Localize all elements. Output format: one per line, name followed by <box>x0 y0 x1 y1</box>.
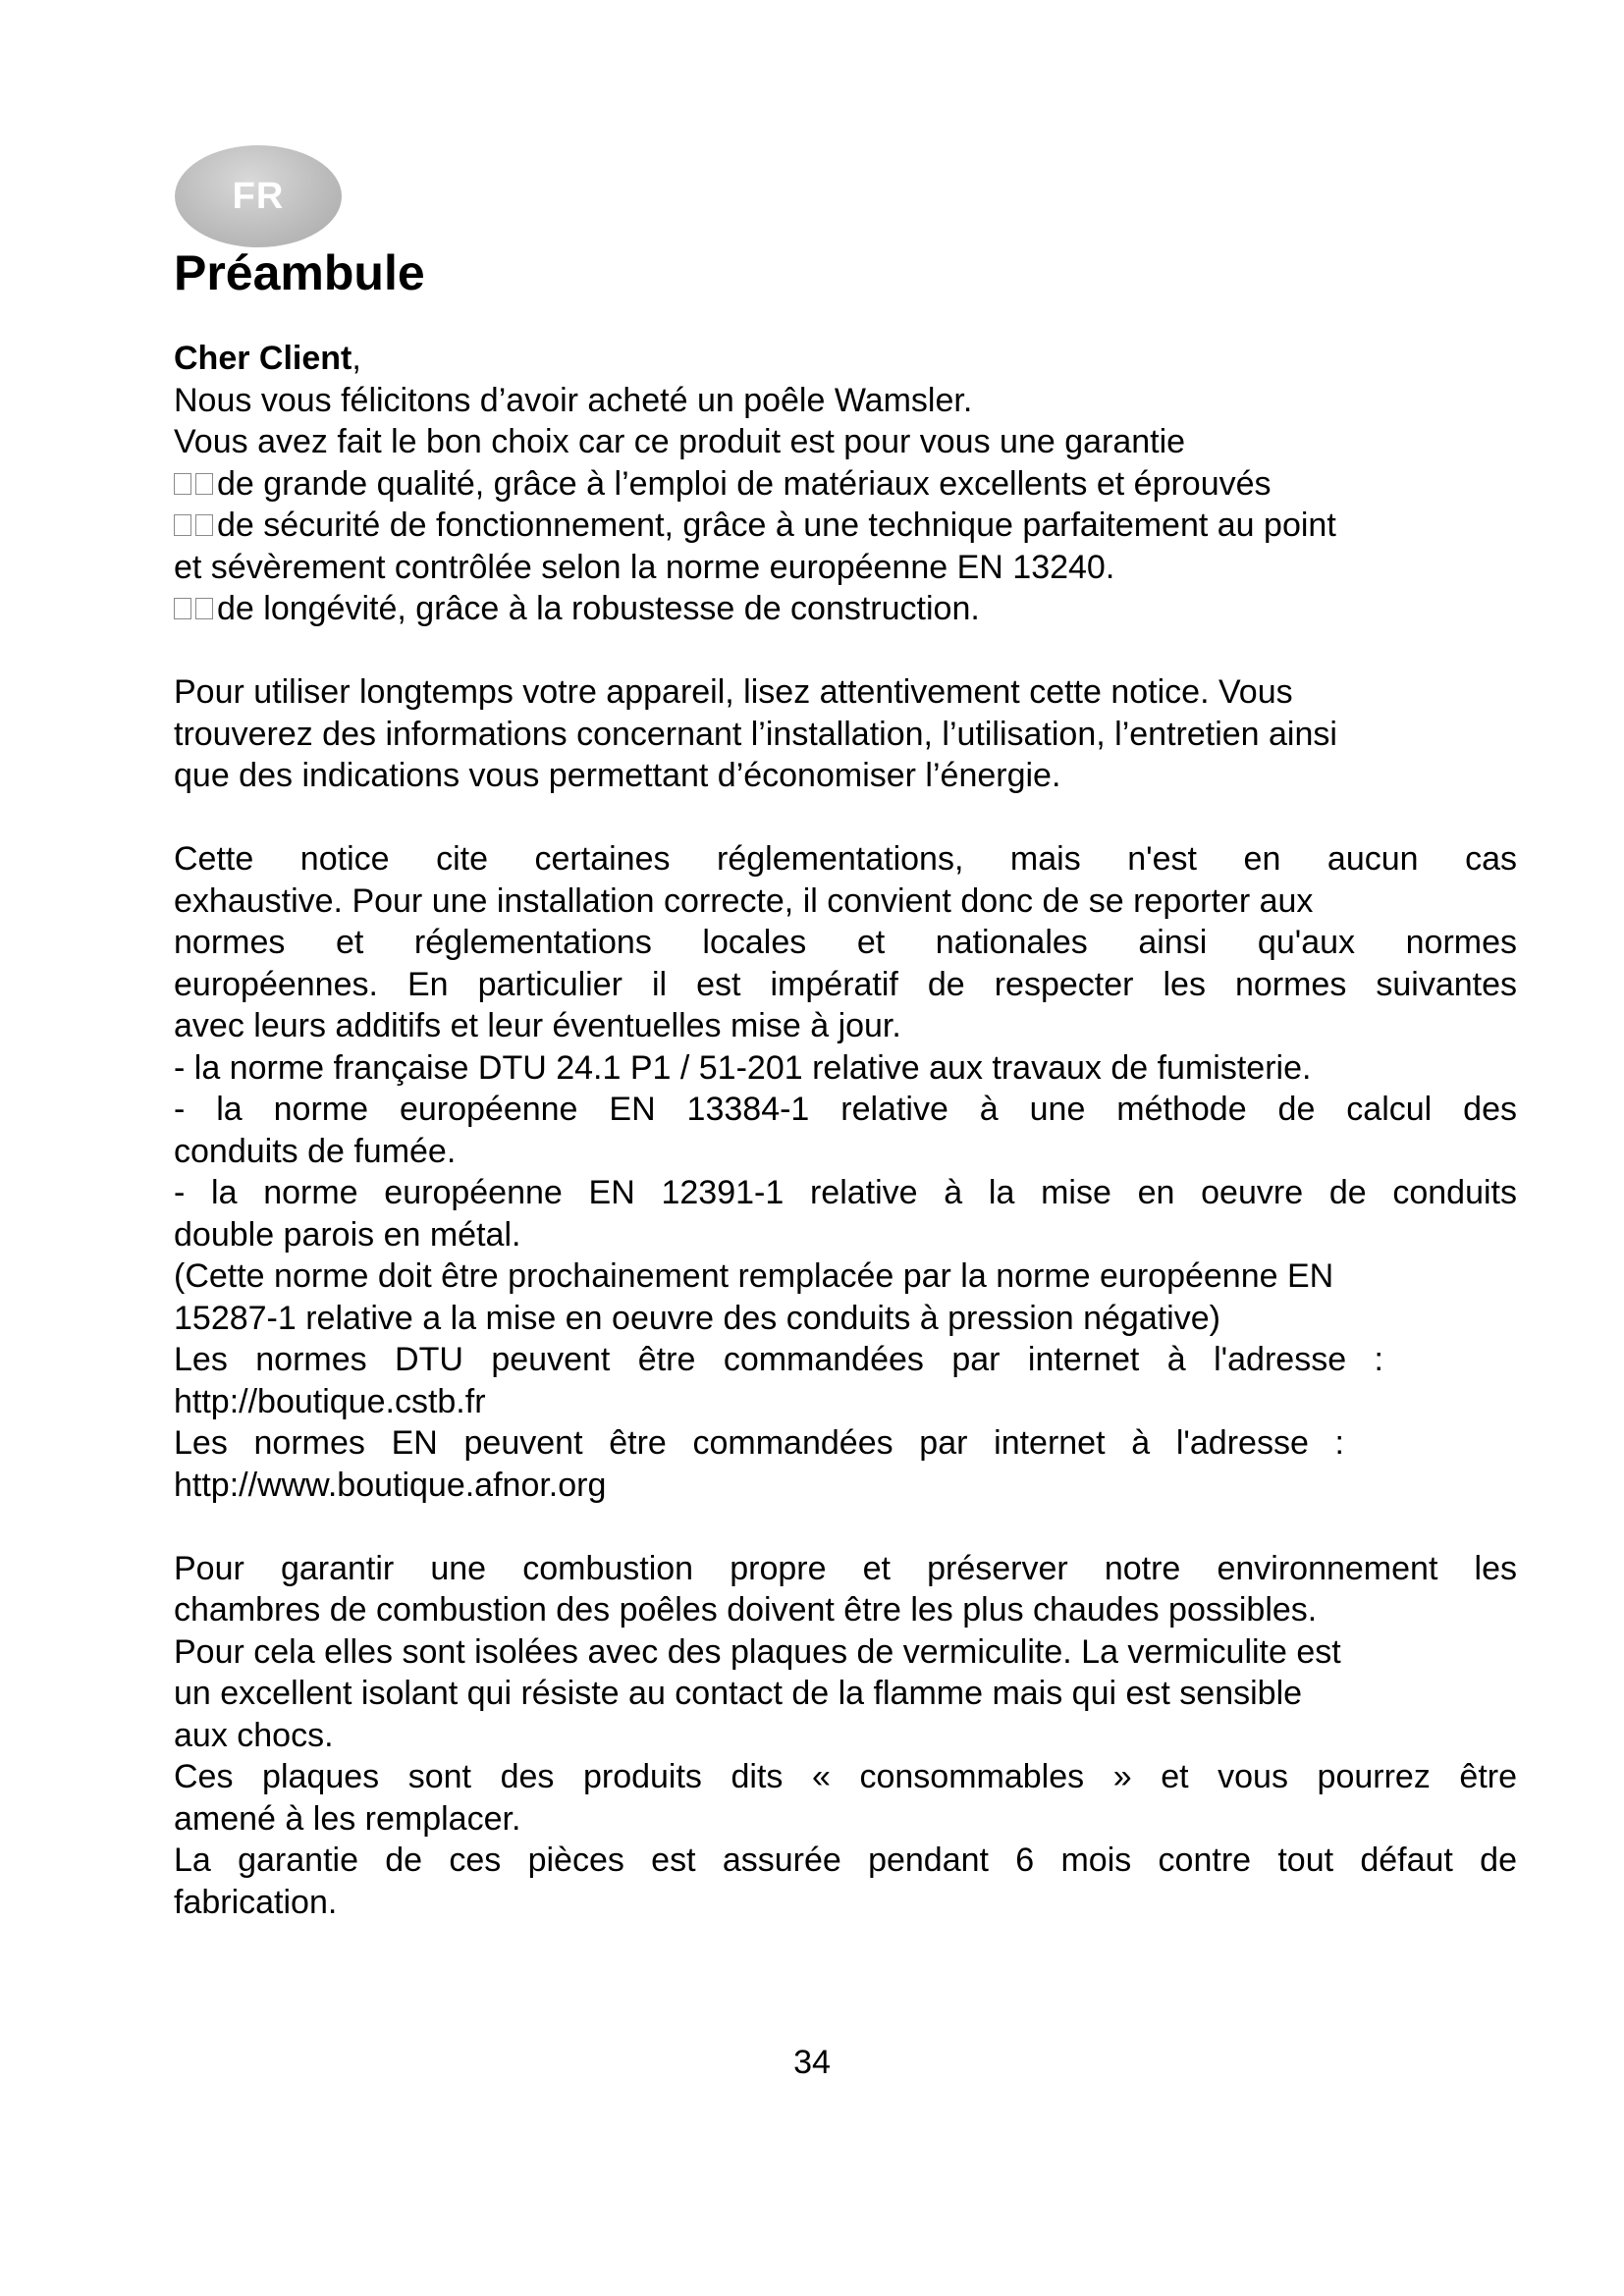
greeting-comma: , <box>352 340 361 377</box>
norms-line: Les normes EN peuvent être commandées par internet à l'adresse : <box>174 1424 1344 1462</box>
combustion-line: aux chocs. <box>174 1716 334 1754</box>
combustion-line: chambres de combustion des poêles doivent être les plus chaudes possibles. <box>174 1591 1318 1629</box>
bullet-text: de longévité, grâce à la robustesse de construction. <box>217 590 980 627</box>
norms-line: - la norme européenne EN 13384-1 relative à une méthode de calcul des <box>174 1091 1517 1128</box>
bullet-glyph-icon <box>174 588 213 630</box>
norms-url: http://www.boutique.afnor.org <box>174 1466 607 1504</box>
language-badge <box>175 145 342 247</box>
norms-line: - la norme européenne EN 12391-1 relative à la mise en oeuvre de conduits <box>174 1174 1517 1211</box>
page-title: Préambule <box>174 245 425 300</box>
bullet-text: de sécurité de fonctionnement, grâce à une technique parfaitement au point <box>217 507 1336 544</box>
bullet-glyph-icon <box>174 463 213 506</box>
norms-line: double parois en métal. <box>174 1215 521 1254</box>
norms-url: http://boutique.cstb.fr <box>174 1382 486 1420</box>
combustion-line: fabrication. <box>174 1883 338 1921</box>
combustion-line: un excellent isolant qui résiste au contact de la flamme mais qui est sensible <box>174 1675 1303 1712</box>
norms-line: européennes. En particulier il est impératif de respecter les normes suivantes <box>174 965 1517 1003</box>
combustion-line: La garantie de ces pièces est assurée pendant 6 mois contre tout défaut de <box>174 1842 1517 1879</box>
bullet-item <box>174 588 1517 630</box>
norms-line: - la norme française DTU 24.1 P1 / 51-201 relative aux travaux de fumisterie. <box>174 1048 1312 1087</box>
norms-line: avec leurs additifs et leur éventuelles mise à jour. <box>174 1007 901 1044</box>
bullet-item <box>174 505 1517 547</box>
combustion-line: Pour garantir une combustion propre et préserver notre environnement les <box>174 1549 1517 1587</box>
norms-line: Les normes DTU peuvent être commandées par internet à l'adresse : <box>174 1341 1383 1378</box>
norms-line: Cette notice cite certaines réglementations, mais n'est en aucun cas <box>174 840 1517 878</box>
usage-line: trouverez des informations concernant l’installation, l’utilisation, l’entretien ainsi <box>174 715 1337 753</box>
norms-line: 15287-1 relative a la mise en oeuvre des conduits à pression négative) <box>174 1299 1220 1337</box>
bullet-item <box>174 463 1517 506</box>
document-body <box>174 338 1517 1923</box>
bullet-text: de grande qualité, grâce à l’emploi de matériaux excellents et éprouvés <box>217 464 1272 503</box>
intro-line: Vous avez fait le bon choix car ce produit est pour vous une garantie <box>174 423 1186 460</box>
bullet-continuation: et sévèrement contrôlée selon la norme européenne EN 13240. <box>174 548 1115 586</box>
intro-line: Nous vous félicitons d’avoir acheté un poêle Wamsler. <box>174 381 973 419</box>
norms-line: (Cette norme doit être prochainement remplacée par la norme européenne EN <box>174 1257 1334 1295</box>
norms-line: exhaustive. Pour une installation correcte, il convient donc de se reporter aux <box>174 881 1314 920</box>
usage-line: Pour utiliser longtemps votre appareil, lisez attentivement cette notice. Vous <box>174 673 1293 711</box>
usage-line: que des indications vous permettant d’économiser l’énergie. <box>174 757 1061 794</box>
norms-line: conduits de fumée. <box>174 1132 457 1170</box>
page-number: 34 <box>793 2044 831 2081</box>
language-badge-text: FR <box>232 175 285 217</box>
norms-line: normes et réglementations locales et nationales ainsi qu'aux normes <box>174 924 1517 961</box>
greeting-name: Cher Client <box>174 340 352 377</box>
combustion-line: amené à les remplacer. <box>174 1799 521 1838</box>
greeting <box>174 338 1517 380</box>
combustion-line: Pour cela elles sont isolées avec des plaques de vermiculite. La vermiculite est <box>174 1632 1341 1671</box>
combustion-line: Ces plaques sont des produits dits « consommables » et vous pourrez être <box>174 1758 1517 1795</box>
bullet-glyph-icon <box>174 505 213 547</box>
